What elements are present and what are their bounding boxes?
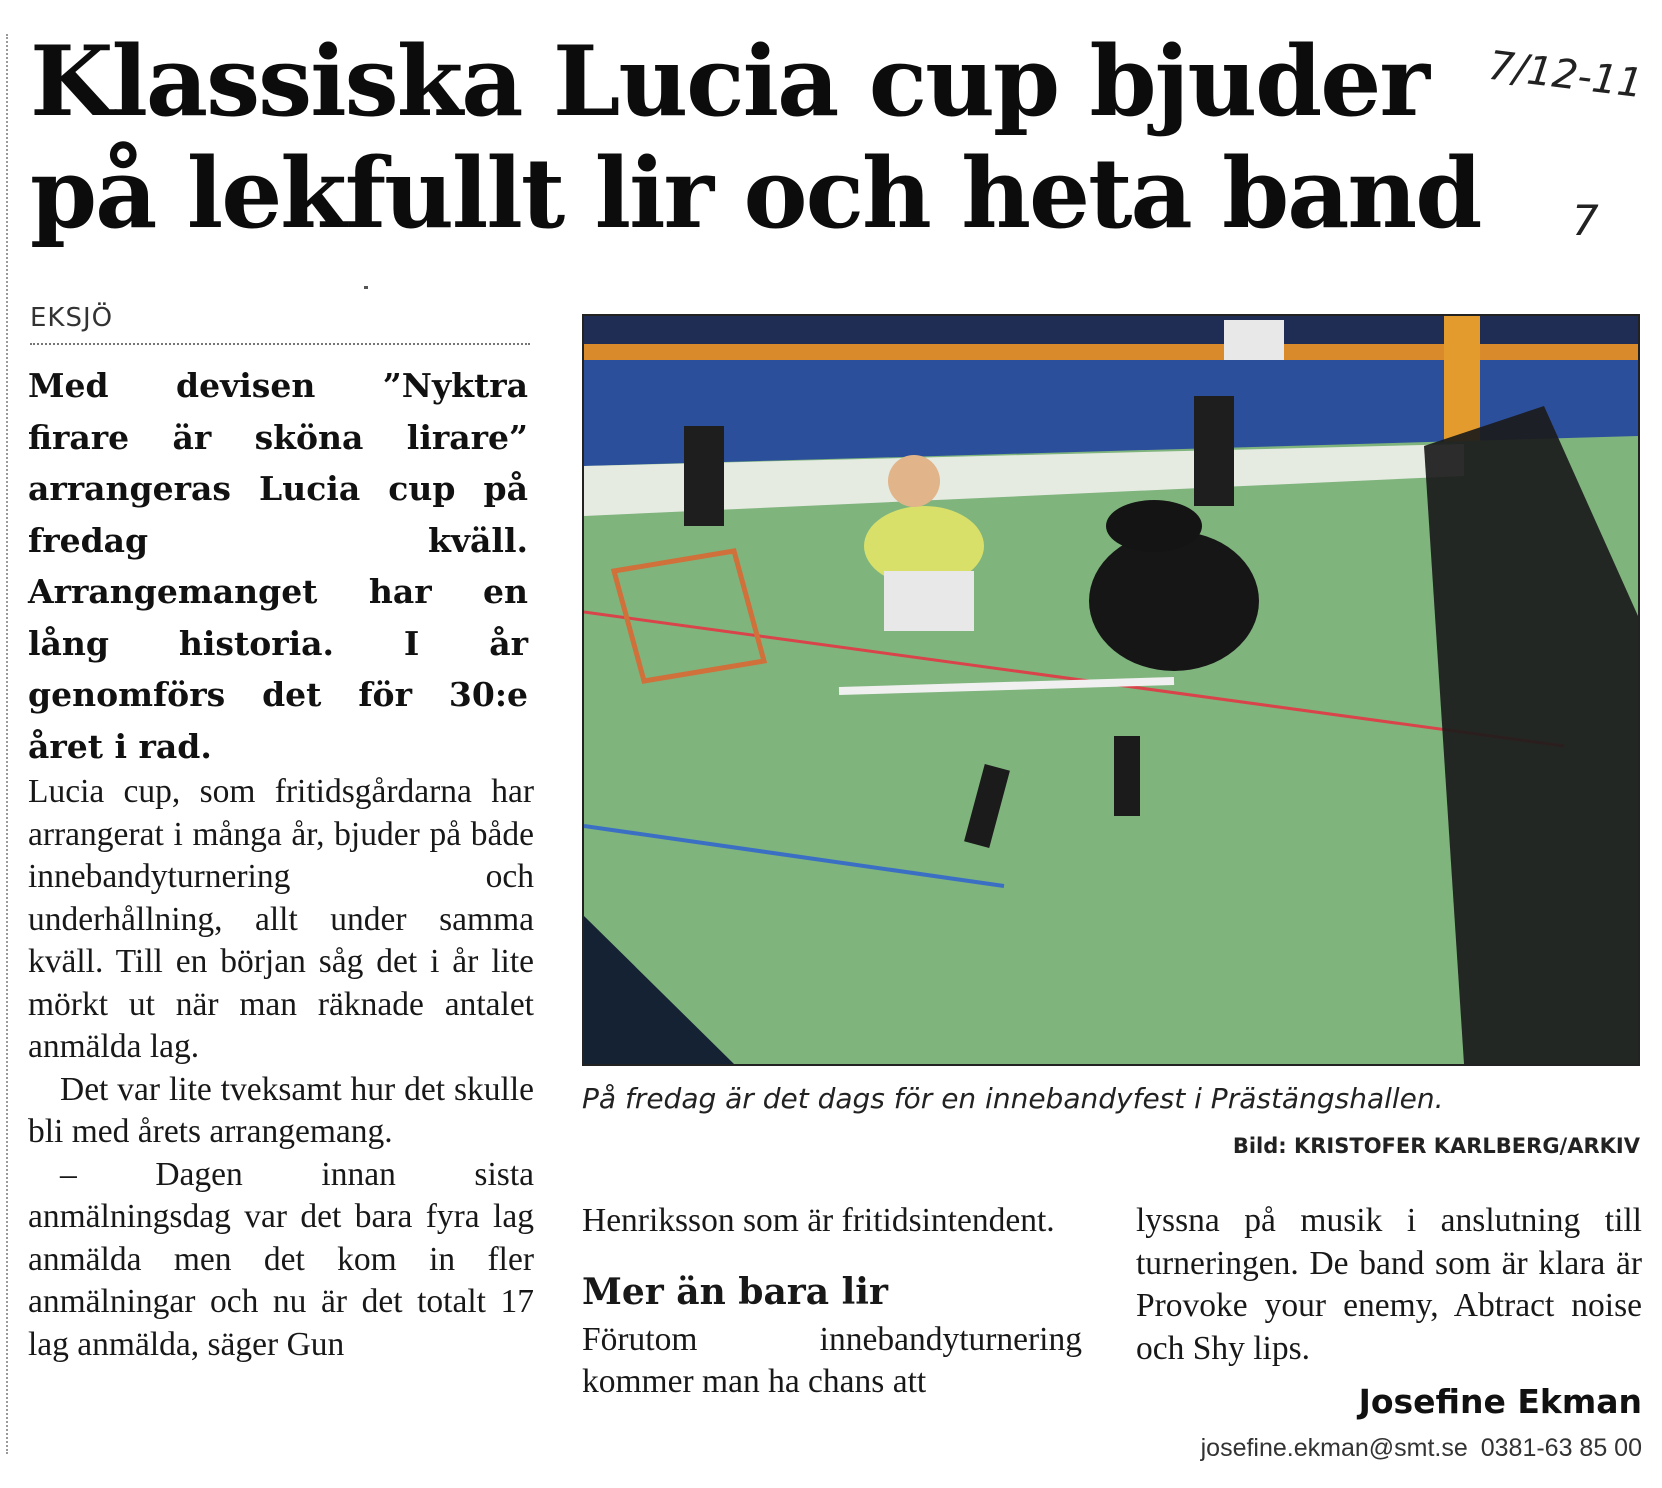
byline: Josefine Ekman [1358,1382,1642,1421]
photo-caption: På fredag är det dags för en innebandyfest i Prästängshallen. [582,1082,1444,1115]
handwritten-page-number: 7 [1572,196,1599,245]
article-column-3 [1136,1200,1642,1370]
contact-line [1201,1434,1642,1463]
headline-line-2: på lekfullt lir och heta band [30,137,1481,250]
body-paragraph-4: Förutom innebandyturnering kommer man ha chans att [582,1320,1082,1400]
photo-player-leg-right [1114,736,1140,816]
photo-background-player-2 [1194,396,1234,506]
clipping-edge [6,34,8,1454]
article-column-2 [582,1200,1082,1404]
photo-player-head [888,455,940,507]
photo-player-shorts [884,571,974,631]
floorball-photo-illustration [584,316,1638,1064]
article-column-1 [28,771,534,1366]
dateline: EKSJÖ [30,303,530,345]
lead-paragraph: Med devisen ”Nyktra firare är sköna lirare” arrangeras Lucia cup på fredag kväll. Arrangemanget har en lång historia. I år genomförs det för 30:e året i rad. [28,366,528,766]
photo-player-shirt [1089,531,1259,671]
body-paragraph-1: Lucia cup, som fritidsgårdarna har arrangerat i många år, bjuder på både innebandyturnering och underhållning, allt under samma kväll. Till en början såg det i år lite mörkt ut när man räknade antalet anmälda lag. [28,773,534,1065]
byline-phone: 0381-63 85 00 [1480,1434,1642,1462]
body-paragraph-4-continued: lyssna på musik i anslutning till turneringen. De band som är klara är Provoke your enemy, Abtract noise och Shy lips. [1136,1202,1642,1367]
byline-email: josefine.ekman@smt.se [1200,1434,1468,1462]
photo-basket-board [1224,320,1284,360]
body-paragraph-3-continued: Henriksson som är fritidsintendent. [582,1202,1055,1239]
photo-player-cap [1106,500,1202,552]
article-photo [582,314,1640,1066]
photo-credit: Bild: KRISTOFER KARLBERG/ARKIV [1232,1134,1640,1158]
photo-background-player [684,426,724,526]
subheading: Mer än bara lir [582,1270,888,1313]
print-speck [364,286,368,289]
headline [30,26,1530,250]
body-paragraph-2: Det var lite tveksamt hur det skulle bli med årets arrangemang. [28,1070,534,1150]
body-paragraph-3: – Dagen innan sista anmälningsdag var det bara fyra lag anmälda men det kom in fler anmälningar och nu är det totalt 17 lag anmälda, säger Gun [28,1155,534,1363]
handwritten-date: 7/12-11 [1485,42,1646,108]
headline-line-1: Klassiska Lucia cup bjuder [30,25,1428,138]
